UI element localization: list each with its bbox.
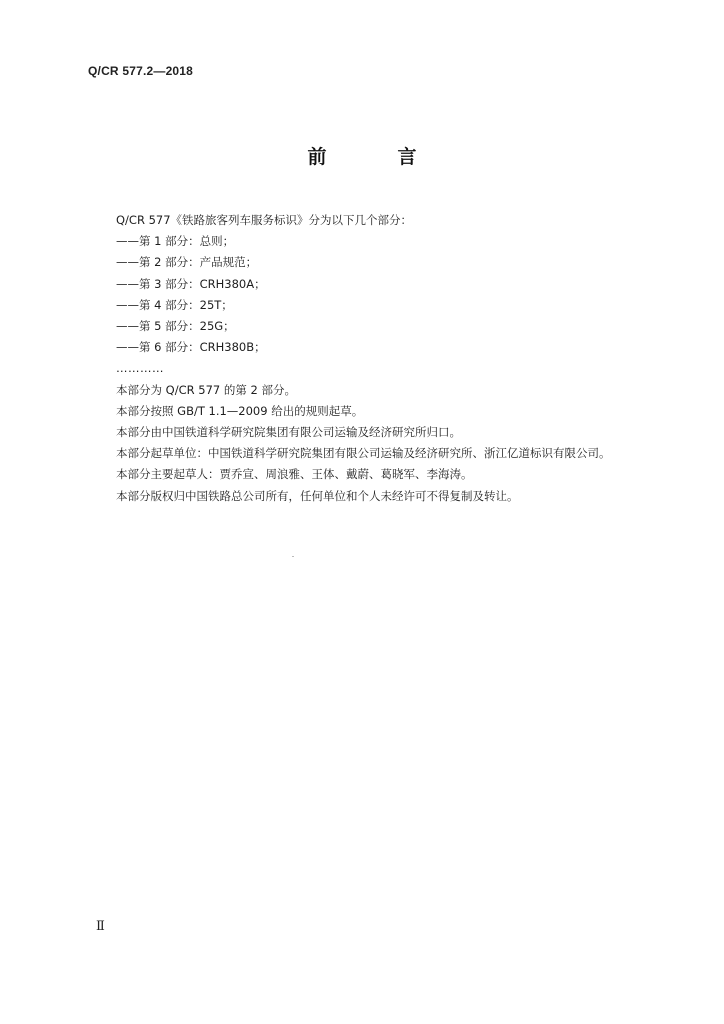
scan-speck: [292, 556, 294, 557]
page-number: Ⅱ: [96, 918, 105, 933]
ellipsis: …………: [116, 361, 164, 376]
paragraph: 本部分版权归中国铁路总公司所有，任何单位和个人未经许可不得复制及转让。: [116, 488, 519, 503]
intro-line: Q/CR 577《铁路旅客列车服务标识》分为以下几个部分：: [116, 213, 413, 227]
page-title: 前 言: [307, 146, 443, 168]
paragraph: 本部分起草单位：中国铁道科学研究院集团有限公司运输及经济研究所、浙江亿道标识有限公司。: [116, 446, 611, 461]
paragraph: 本部分主要起草人：贾乔宣、周浪雅、王体、戴蔚、葛晓军、李海涛。: [116, 467, 473, 482]
part-item: ——第 4 部分：25T；: [116, 297, 233, 312]
part-item: ——第 1 部分：总则；: [116, 234, 235, 249]
paragraph: 本部分按照 GB/T 1.1—2009 给出的规则起草。: [116, 403, 364, 418]
foreword-body: [116, 210, 676, 507]
part-item: ——第 6 部分：CRH380B；: [116, 340, 266, 355]
part-item: ——第 2 部分：产品规范；: [116, 255, 258, 270]
part-item: ——第 5 部分：25G；: [116, 319, 235, 334]
paragraph: 本部分由中国铁道科学研究院集团有限公司运输及经济研究所归口。: [116, 425, 461, 440]
standard-code: Q/CR 577.2—2018: [88, 64, 194, 78]
paragraph: 本部分为 Q/CR 577 的第 2 部分。: [116, 382, 296, 397]
part-item: ——第 3 部分：CRH380A；: [116, 276, 266, 291]
